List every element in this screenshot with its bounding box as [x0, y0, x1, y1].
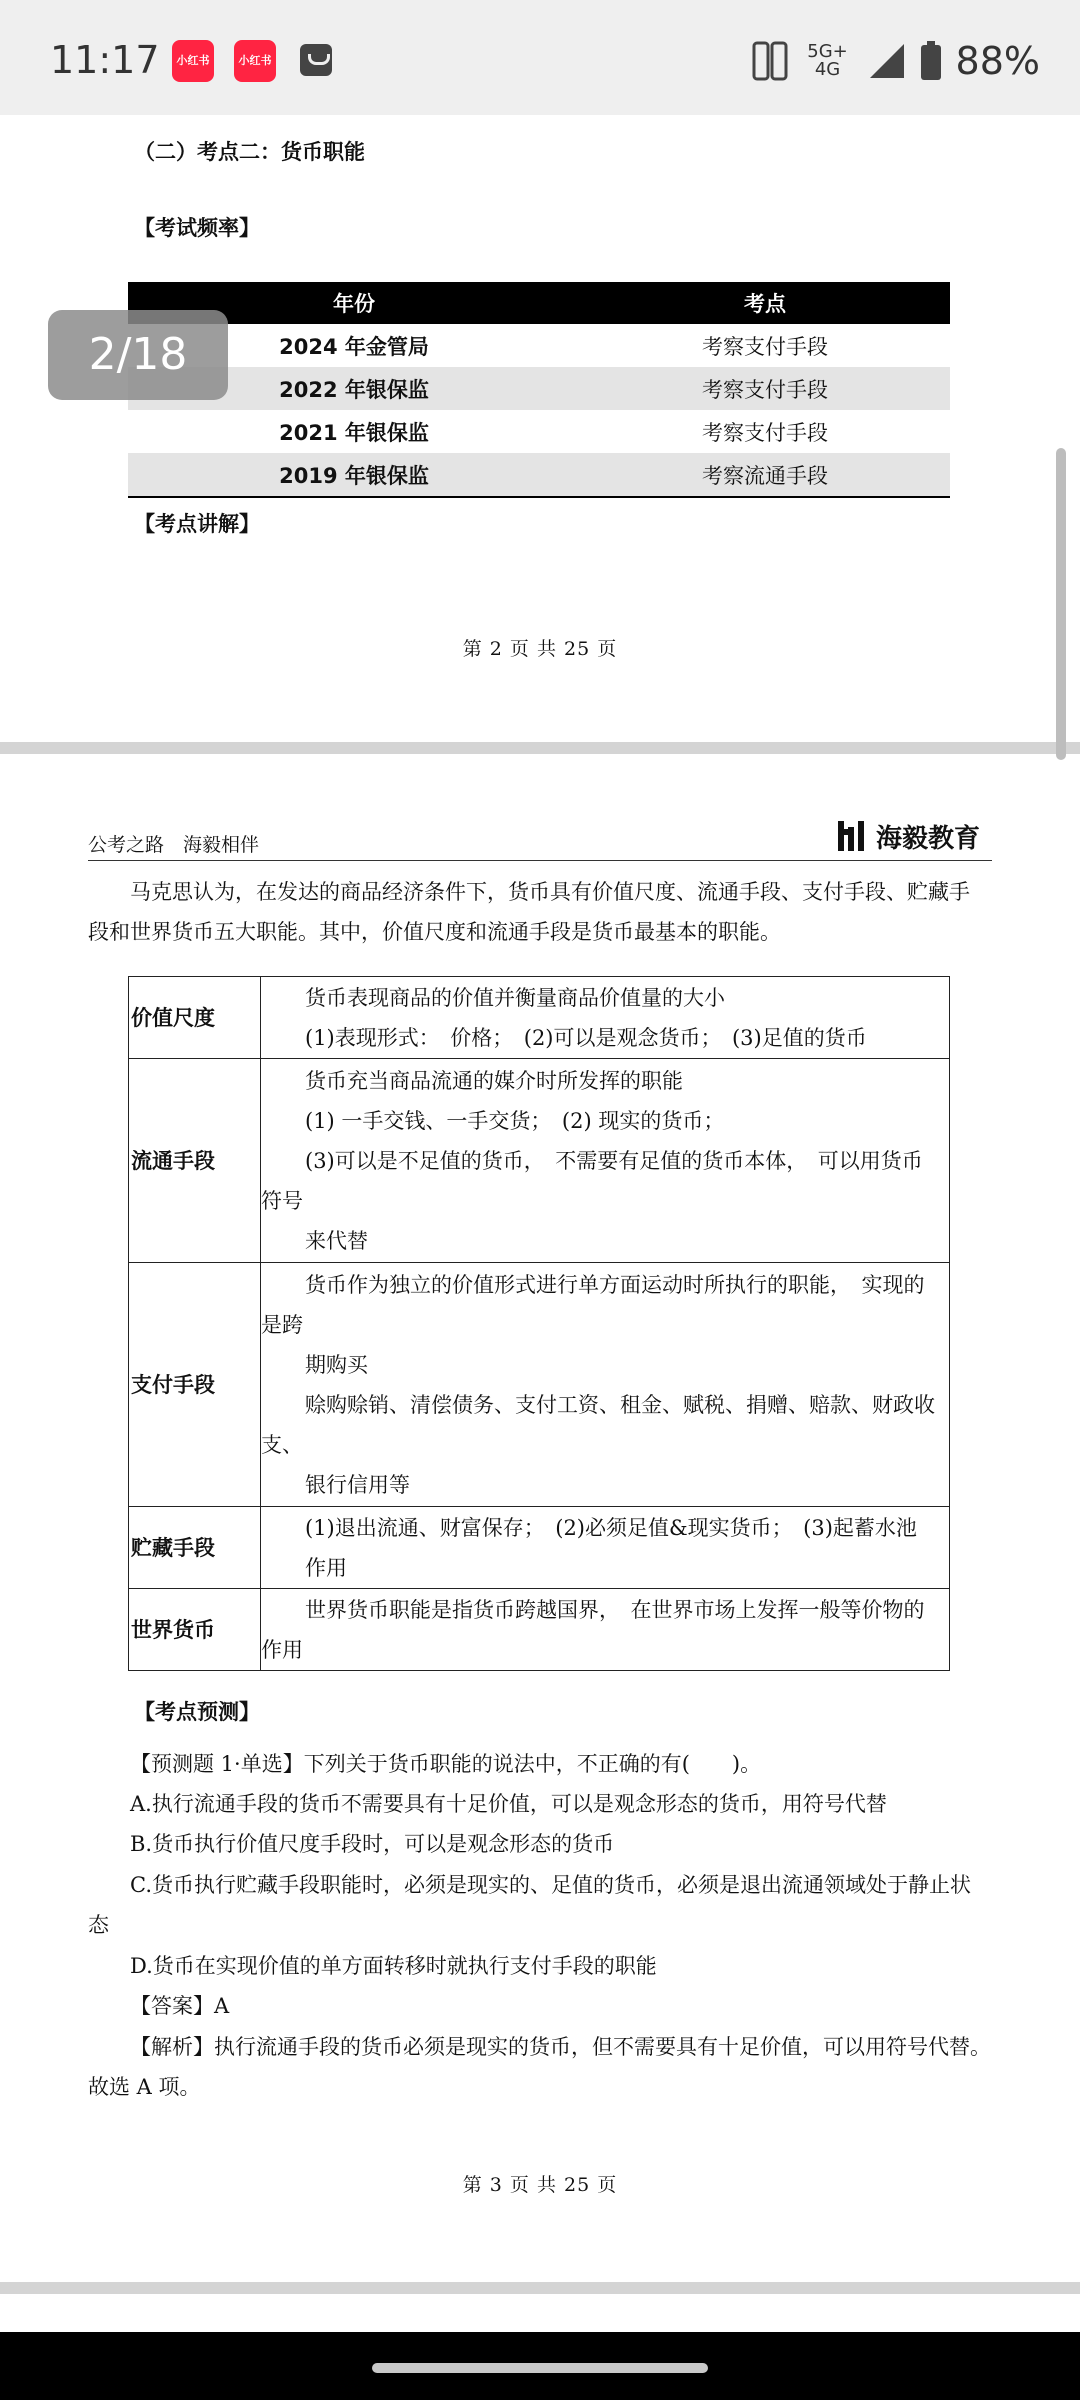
table-row — [129, 1589, 950, 1671]
table-row — [128, 324, 950, 367]
frequency-table — [128, 282, 950, 498]
xiaohongshu-app-icon: 小红书 — [172, 40, 214, 82]
page-footer: 第 3 页 共 25 页 — [462, 2174, 618, 2196]
network-type: 5G+ 4G — [807, 41, 848, 80]
status-bar — [0, 0, 1080, 115]
function-desc-line: (3)可以是不足值的货币， 不需要有足值的货币本体， 可以用货币 — [305, 1148, 923, 1173]
option-d: D.货币在实现价值的单方面转移时就执行支付手段的职能 — [130, 1954, 657, 1978]
function-name: 贮藏手段 — [129, 1507, 261, 1589]
function-desc-line: 期购买 — [305, 1352, 368, 1377]
table-row — [129, 1059, 950, 1263]
intro-line-2: 段和世界货币五大职能。其中，价值尺度和流通手段是货币最基本的职能。 — [88, 920, 781, 944]
brand-logo — [836, 816, 980, 856]
page-footer: 第 2 页 共 25 页 — [462, 638, 618, 660]
year-cell: 2019 年银保监 — [128, 453, 580, 497]
header-rule — [88, 860, 992, 861]
year-cell: 2024 年金管局 — [279, 334, 429, 359]
page-separator — [0, 742, 1080, 754]
table-row — [128, 453, 950, 497]
point-cell: 考察支付手段 — [702, 334, 828, 359]
table-row — [128, 410, 950, 453]
function-desc-line: 是跨 — [261, 1312, 303, 1337]
function-desc-line: 货币充当商品流通的媒介时所发挥的职能 — [305, 1068, 683, 1093]
function-desc-line: 支、 — [261, 1432, 303, 1457]
function-desc-line: 赊购赊销、清偿债务、支付工资、租金、赋税、捐赠、赔款、财政收 — [305, 1392, 935, 1417]
header-slogan: 公考之路 海毅相伴 — [88, 834, 260, 856]
hd-icon — [752, 41, 788, 81]
home-gesture-handle[interactable] — [372, 2363, 708, 2373]
function-name: 支付手段 — [129, 1263, 261, 1507]
point-cell: 考察支付手段 — [702, 420, 828, 445]
section-title: （二）考点二：货币职能 — [134, 140, 365, 164]
function-desc-line: (1) 一手交钱、一手交货； (2) 现实的货币； — [305, 1108, 725, 1133]
function-desc-line: 作用 — [305, 1555, 347, 1580]
function-desc-line: 符号 — [261, 1188, 303, 1213]
year-cell: 2022 年银保监 — [128, 367, 580, 410]
function-desc-line: 货币作为独立的价值形式进行单方面运动时所执行的职能， 实现的 — [305, 1272, 925, 1297]
point-cell: 考察流通手段 — [580, 453, 950, 497]
option-c: C.货币执行贮藏手段职能时，必须是现实的、足值的货币，必须是退出流通领域处于静止状 — [130, 1873, 971, 1897]
freq-heading: 【考试频率】 — [134, 216, 260, 240]
function-desc-line: 货币表现商品的价值并衡量商品价值量的大小 — [305, 985, 725, 1010]
function-name: 流通手段 — [129, 1059, 261, 1263]
table-row — [128, 367, 950, 410]
function-desc-line: 作用 — [261, 1637, 303, 1662]
explain-heading: 【考点讲解】 — [134, 512, 260, 536]
haiyi-logo-icon — [836, 819, 868, 853]
function-name: 价值尺度 — [129, 977, 261, 1059]
battery-percent: 88% — [955, 39, 1040, 83]
scrollbar-thumb[interactable] — [1056, 448, 1066, 760]
function-desc-line: 来代替 — [305, 1228, 368, 1253]
function-desc-line: 银行信用等 — [305, 1472, 410, 1497]
battery-icon — [920, 41, 942, 81]
table-row — [129, 977, 950, 1059]
option-b: B.货币执行价值尺度手段时，可以是观念形态的货币 — [130, 1832, 615, 1856]
money-functions-table — [128, 976, 950, 1671]
page-indicator: 2/18 — [48, 310, 228, 400]
logo-text: 海毅教育 — [876, 823, 981, 854]
year-cell: 2021 年银保监 — [279, 420, 429, 445]
table-header-point: 考点 — [580, 282, 950, 324]
status-time: 11:17 — [50, 38, 160, 82]
function-name: 世界货币 — [129, 1589, 261, 1671]
analysis-line-2: 故选 A 项。 — [88, 2075, 201, 2099]
intro-line-1: 马克思认为，在发达的商品经济条件下，货币具有价值尺度、流通手段、支付手段、贮藏手 — [130, 880, 970, 904]
status-indicators — [752, 36, 1040, 86]
signal-icon — [868, 42, 906, 80]
function-desc-line: 世界货币职能是指货币跨越国界， 在世界市场上发挥一般等价物的 — [305, 1597, 925, 1622]
analysis-line-1: 【解析】执行流通手段的货币必须是现实的货币，但不需要具有十足价值，可以用符号代替。 — [130, 2035, 991, 2059]
function-desc-line: (1)表现形式： 价格； (2)可以是观念货币； (3)足值的货币 — [305, 1025, 867, 1050]
table-row — [129, 1263, 950, 1507]
option-a: A.执行流通手段的货币不需要具有十足价值，可以是观念形态的货币，用符号代替 — [130, 1792, 887, 1816]
table-row — [129, 1507, 950, 1589]
page-separator — [0, 2282, 1080, 2294]
xiaohongshu-app-icon-2: 小红书 — [234, 40, 276, 82]
notification-icon — [300, 44, 332, 76]
table-header-year: 年份 — [128, 282, 580, 324]
point-cell: 考察支付手段 — [580, 367, 950, 410]
function-desc-line: (1)退出流通、财富保存； (2)必须足值&现实货币； (3)起蓄水池 — [305, 1515, 917, 1540]
question-stem: 【预测题 1·单选】下列关于货币职能的说法中，不正确的有( )。 — [130, 1752, 762, 1776]
predict-heading: 【考点预测】 — [134, 1700, 260, 1724]
answer: 【答案】A — [130, 1994, 230, 2018]
option-c-cont: 态 — [88, 1913, 109, 1937]
